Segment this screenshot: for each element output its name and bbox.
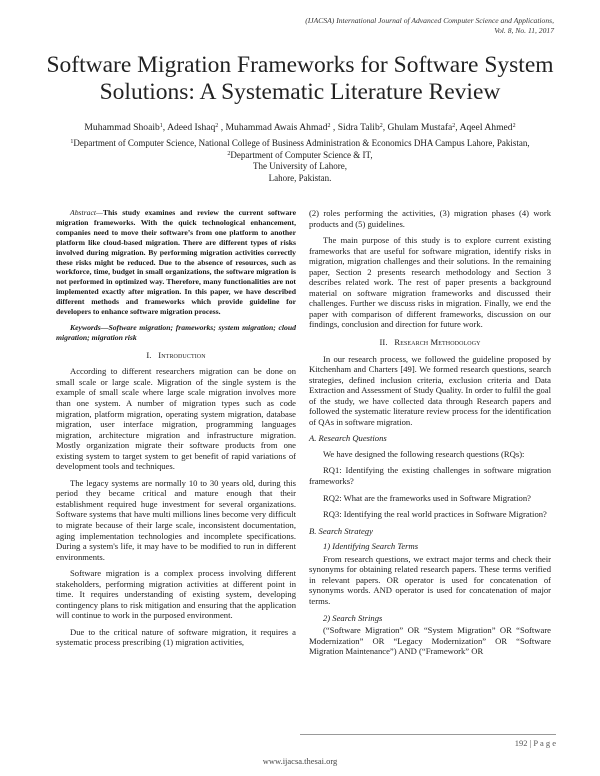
affiliation-sup: 2 [227,150,231,157]
author-separator: , [455,122,460,133]
author-separator: , [162,122,168,133]
intro-paragraph-1: According to different researchers migration can be done on small scale or large scale. Migration of the single system is the example of small scale where large scale migration involves more than one system. A number of migration types such as code migration, platform migration, operating system migration, database migration, user interface migration, programming languages migration, architecture migration and infrastructure migration. Mostly organization migrate their software products from one existing system to target system to get benefit of rapid variations of development tools and techniques. [56,366,296,472]
subsection-search-strategy: B. Search Strategy [309,525,373,536]
abstract-lead: Abstract— [70,208,103,217]
section-title: Research Methodology [394,337,481,348]
footer-divider [300,734,556,735]
author-name: Sidra Talib [337,122,380,133]
right-paragraph-0: (2) roles performing the activities, (3) migration phases (4) work products and (5) guidelines. [309,208,551,229]
affiliation-3: The University of Lahore, [253,161,347,172]
section-heading-research-methodology [309,337,551,348]
section-number: I. [146,349,152,360]
author-separator: , [382,122,388,133]
affiliation-sup: 1 [70,139,74,145]
abstract [56,208,296,317]
right-column [309,208,551,663]
page-number: 192 | P a g e [514,738,556,748]
research-questions-intro: We have designed the following research questions (RQs): [323,448,525,459]
author-name: Adeed Ishaq [167,122,216,133]
author-name: Ghulam Mustafa [387,122,453,133]
research-question-1: RQ1: Identifying the existing challenges in software migration frameworks? [309,465,551,487]
intro-paragraph-4: Due to the critical nature of software migration, it requires a systematic process prescribing (1) migration activities, [56,626,296,648]
footer-website: www.ijacsa.thesai.org [262,756,338,766]
research-question-3: RQ3: Identifying the real world practices in Software Migration? [323,509,547,520]
right-paragraph-1: The main purpose of this study is to explore current existing frameworks that are useful for software migration, identify risks in migration, migration challenges and their solutions. In the remaining paper, Section 2 presents research methodology and Section 3 describes related work. The rest of paper presents a background material on software migration frameworks and discussed their challenges. Further we discuss risks in migration. Finally, we end the paper with comparison of different frameworks, discussion on our findings, conclusion and direction for future work. [309,235,551,330]
research-question-2: RQ2: What are the frameworks used in Software Migration? [323,492,531,503]
author-sup: 1 [159,123,163,129]
subsection-research-questions: A. Research Questions [309,433,387,444]
author-list [10,122,590,134]
affiliation-1 [10,138,590,150]
subsubsection-search-terms: 1) Identifying Search Terms [323,541,419,552]
affiliation-text: Department of Computer Science & IT, [230,149,373,160]
author-separator: , [218,122,226,133]
intro-paragraph-3: Software migration is a complex process involving different stakeholders, performing migration activities at different point in time. It requires understanding of existing system, developing contingency plans to risk mitigation and ensuring that the application will continue to work in the purposed environment. [56,568,296,621]
left-column [56,208,296,654]
journal-header-line1: (IJACSA) International Journal of Advanced Computer Science and Applications, [305,16,554,25]
author-separator: , [330,122,338,133]
section-number: II. [379,337,388,348]
author-sup: 2 [452,123,456,129]
paper-title-line1: Software Migration Frameworks for Software System [46,52,554,78]
journal-header-line2: Vol. 8, No. 11, 2017 [494,26,554,35]
abstract-text: This study examines and review the current software migration frameworks. With the quick technological enhancement, companies need to move their software’s from one platform to another platform like cloud-based migration. There are different types of risks involved during migration. By performing migration activities correctly these risks might be reduced. Due to the absence of resources, such as workforce, time, budget in small organizations, the software migration is not performed in optimized way. Therefore, many functionalities are not implemented exactly after migration. In this paper, we have described different methods and frameworks which provide guideline for developers to enhance software migration process. [56,208,296,317]
author-name: Aqeel Ahmed [459,122,513,133]
affiliation-2 [10,150,590,162]
section-title: Introduction [158,349,206,360]
paper-title-line2: Solutions: A Systematic Literature Review [99,79,501,105]
affiliation-4: Lahore, Pakistan. [268,172,332,183]
affiliation-text: Department of Computer Science, National College of Business Administration & Economics DHA Campus Lahore, Pakistan, [73,138,530,148]
section-heading-introduction [56,350,296,361]
search-terms-paragraph: From research questions, we extract major terms and check their synonyms for obtaining related research papers. These terms verified in relevant papers. OR operator is used for concatenation of synonyms words. AND operator is used for concatenation of major terms. [309,553,551,606]
author-sup: 2 [512,123,516,129]
author-name: Muhammad Shoaib [84,122,160,133]
paper-title [20,52,580,106]
search-strings-paragraph: (“Software Migration” OR “System Migration” OR “Software Modernization” OR “Legacy Modernization” OR “Software Migration Maintenance”) AND (“Framework” OR [309,625,551,657]
author-sup: 2 [215,123,219,129]
intro-paragraph-2: The legacy systems are normally 10 to 30 years old, during this period they became critical and mature enough that their establishment required huge investment for several organizations. Software systems that have multi millions lines become very difficult to migrate because of their large scale, inconsistent documentation, aging implementation technologies and incomplete specifications. During a system's life, it may have to be modified to run in different environments. [56,477,296,562]
author-sup: 2 [327,123,331,129]
subsubsection-search-strings: 2) Search Strings [323,612,383,623]
keywords: Keywords—Software migration; frameworks; system migration; cloud migration; migration risk [56,322,296,342]
methodology-paragraph: In our research process, we followed the guideline proposed by Kitchenham and Charters [49]. We formed research questions, search strategies, defined inclusion criteria, exclusion criteria and Data Extraction and Assessment of Study Quality. In order to fulfil the goal of the study, we have collected data through Research papers and followed the systematic literature review process for the identification of QAs in software migration. [309,353,551,427]
author-name: Muhammad Awais Ahmad [225,122,328,133]
journal-header [134,16,554,36]
author-sup: 2 [379,123,383,129]
affiliations [10,138,590,184]
